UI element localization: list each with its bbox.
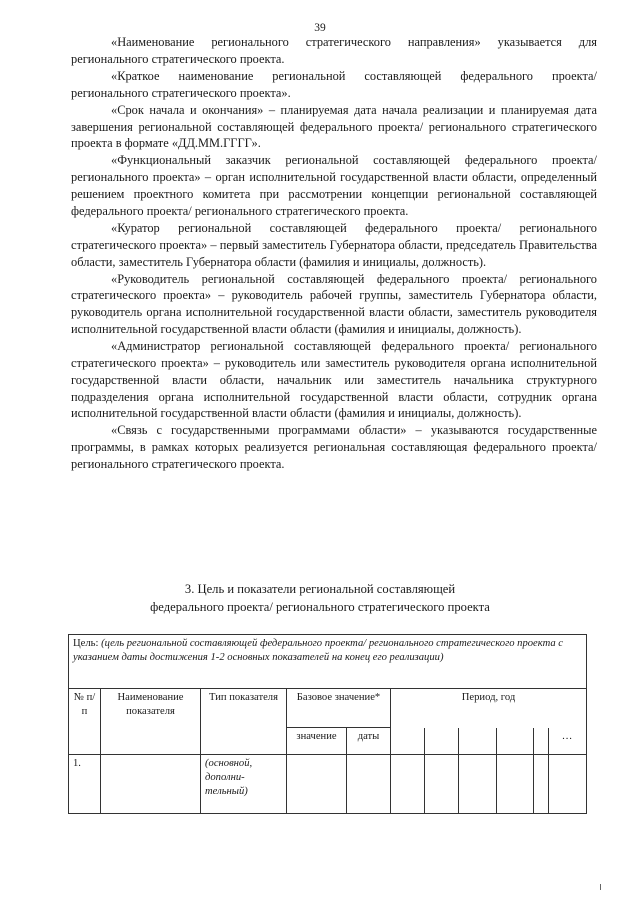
period-year-cell [459,728,497,755]
period-year-cell [497,728,534,755]
goal-indicators-table [68,634,587,814]
table-row [69,755,587,814]
paragraph: «Руководитель региональной составляющей федерального проекта/ регионального стратегического проекта» – руководитель рабочей группы, заместитель Губернатора области, руководитель органа исполнительной государственной власти области, заместитель руководителя исполнительной государственной власти области (фамилия и инициалы, должность). [71,271,597,337]
row-cell [534,755,549,814]
row-cell [425,755,459,814]
section-title-line-2: федерального проекта/ регионального стратегического проекта [150,600,490,614]
header-value: значение [287,728,347,755]
goal-text: (цель региональной составляющей федерального проекта/ регионального стратегического проекта с указанием даты достижения 1-2 основных показателей на конец его реализации) [73,638,563,663]
period-year-cell [391,728,425,755]
body-text [71,34,597,473]
paragraph: «Связь с государственными программами области» – указываются государственные программы, в рамках которых реализуется региональная составляющая федерального проекта/ регионального стратегического проекта. [71,423,597,471]
paragraph: «Срок начала и окончания» – планируемая дата начала реализации и планируемая дата завершения региональной составляющей федерального проекта/ регионального стратегического проекта в формате «ДД.ММ.ГГГГ». [71,102,597,151]
section-title-line-1: 3. Цель и показатели региональной составляющей [184,582,456,596]
goal-label: Цель: [73,638,99,649]
paragraph: «Наименование регионального стратегического направления» указывается для регионального стратегического проекта. [71,35,597,66]
paragraph: «Функциональный заказчик региональной составляющей федерального проекта/ регионального проекта» – орган исполнительной государственной власти области, определенный решением проектного комитета при рассмотрении концепции региональной составляющей федерального проекта/ регионального стратегического проекта. [71,153,597,218]
paragraph: «Краткое наименование региональной составляющей федерального проекта/ регионального стратегического проекта». [71,68,597,100]
row-cell [549,755,587,814]
paragraph: «Куратор региональной составляющей федерального проекта/ регионального стратегического проекта» – первый заместитель Губернатора области, председатель Правительства области, заместитель Губернатора области (фамилия и инициалы, должность). [71,220,597,269]
header-date: даты [347,728,391,755]
header-base-value: Базовое значение* [287,689,391,728]
header-indicator-type: Тип показателя [201,689,287,755]
row-type: (основной, дополнительный) [201,755,287,814]
row-cell [459,755,497,814]
period-year-cell [534,728,549,755]
row-cell [391,755,425,814]
paragraph: «Администратор региональной составляющей федерального проекта/ регионального стратегического проекта» – руководитель или заместитель руководителя органа исполнительной государственной власти области, начальник или заместитель начальника структурного подразделения органа исполнительной государственной власти области, сотрудник органа исполнительной государственной власти области (фамилия и инициалы, должность). [71,339,597,421]
row-cell [347,755,391,814]
header-indicator-name: Наименование показателя [101,689,201,755]
period-year-cell [425,728,459,755]
goal-cell [69,635,587,689]
header-num: № п/п [69,689,101,755]
row-num: 1. [69,755,101,814]
page-number: 39 [314,22,326,34]
section-title [0,580,640,616]
scan-mark [600,884,601,890]
row-cell [497,755,534,814]
header-period: Период, год [391,689,587,728]
row-cell [287,755,347,814]
period-ellipsis: … [549,728,587,755]
row-name [101,755,201,814]
